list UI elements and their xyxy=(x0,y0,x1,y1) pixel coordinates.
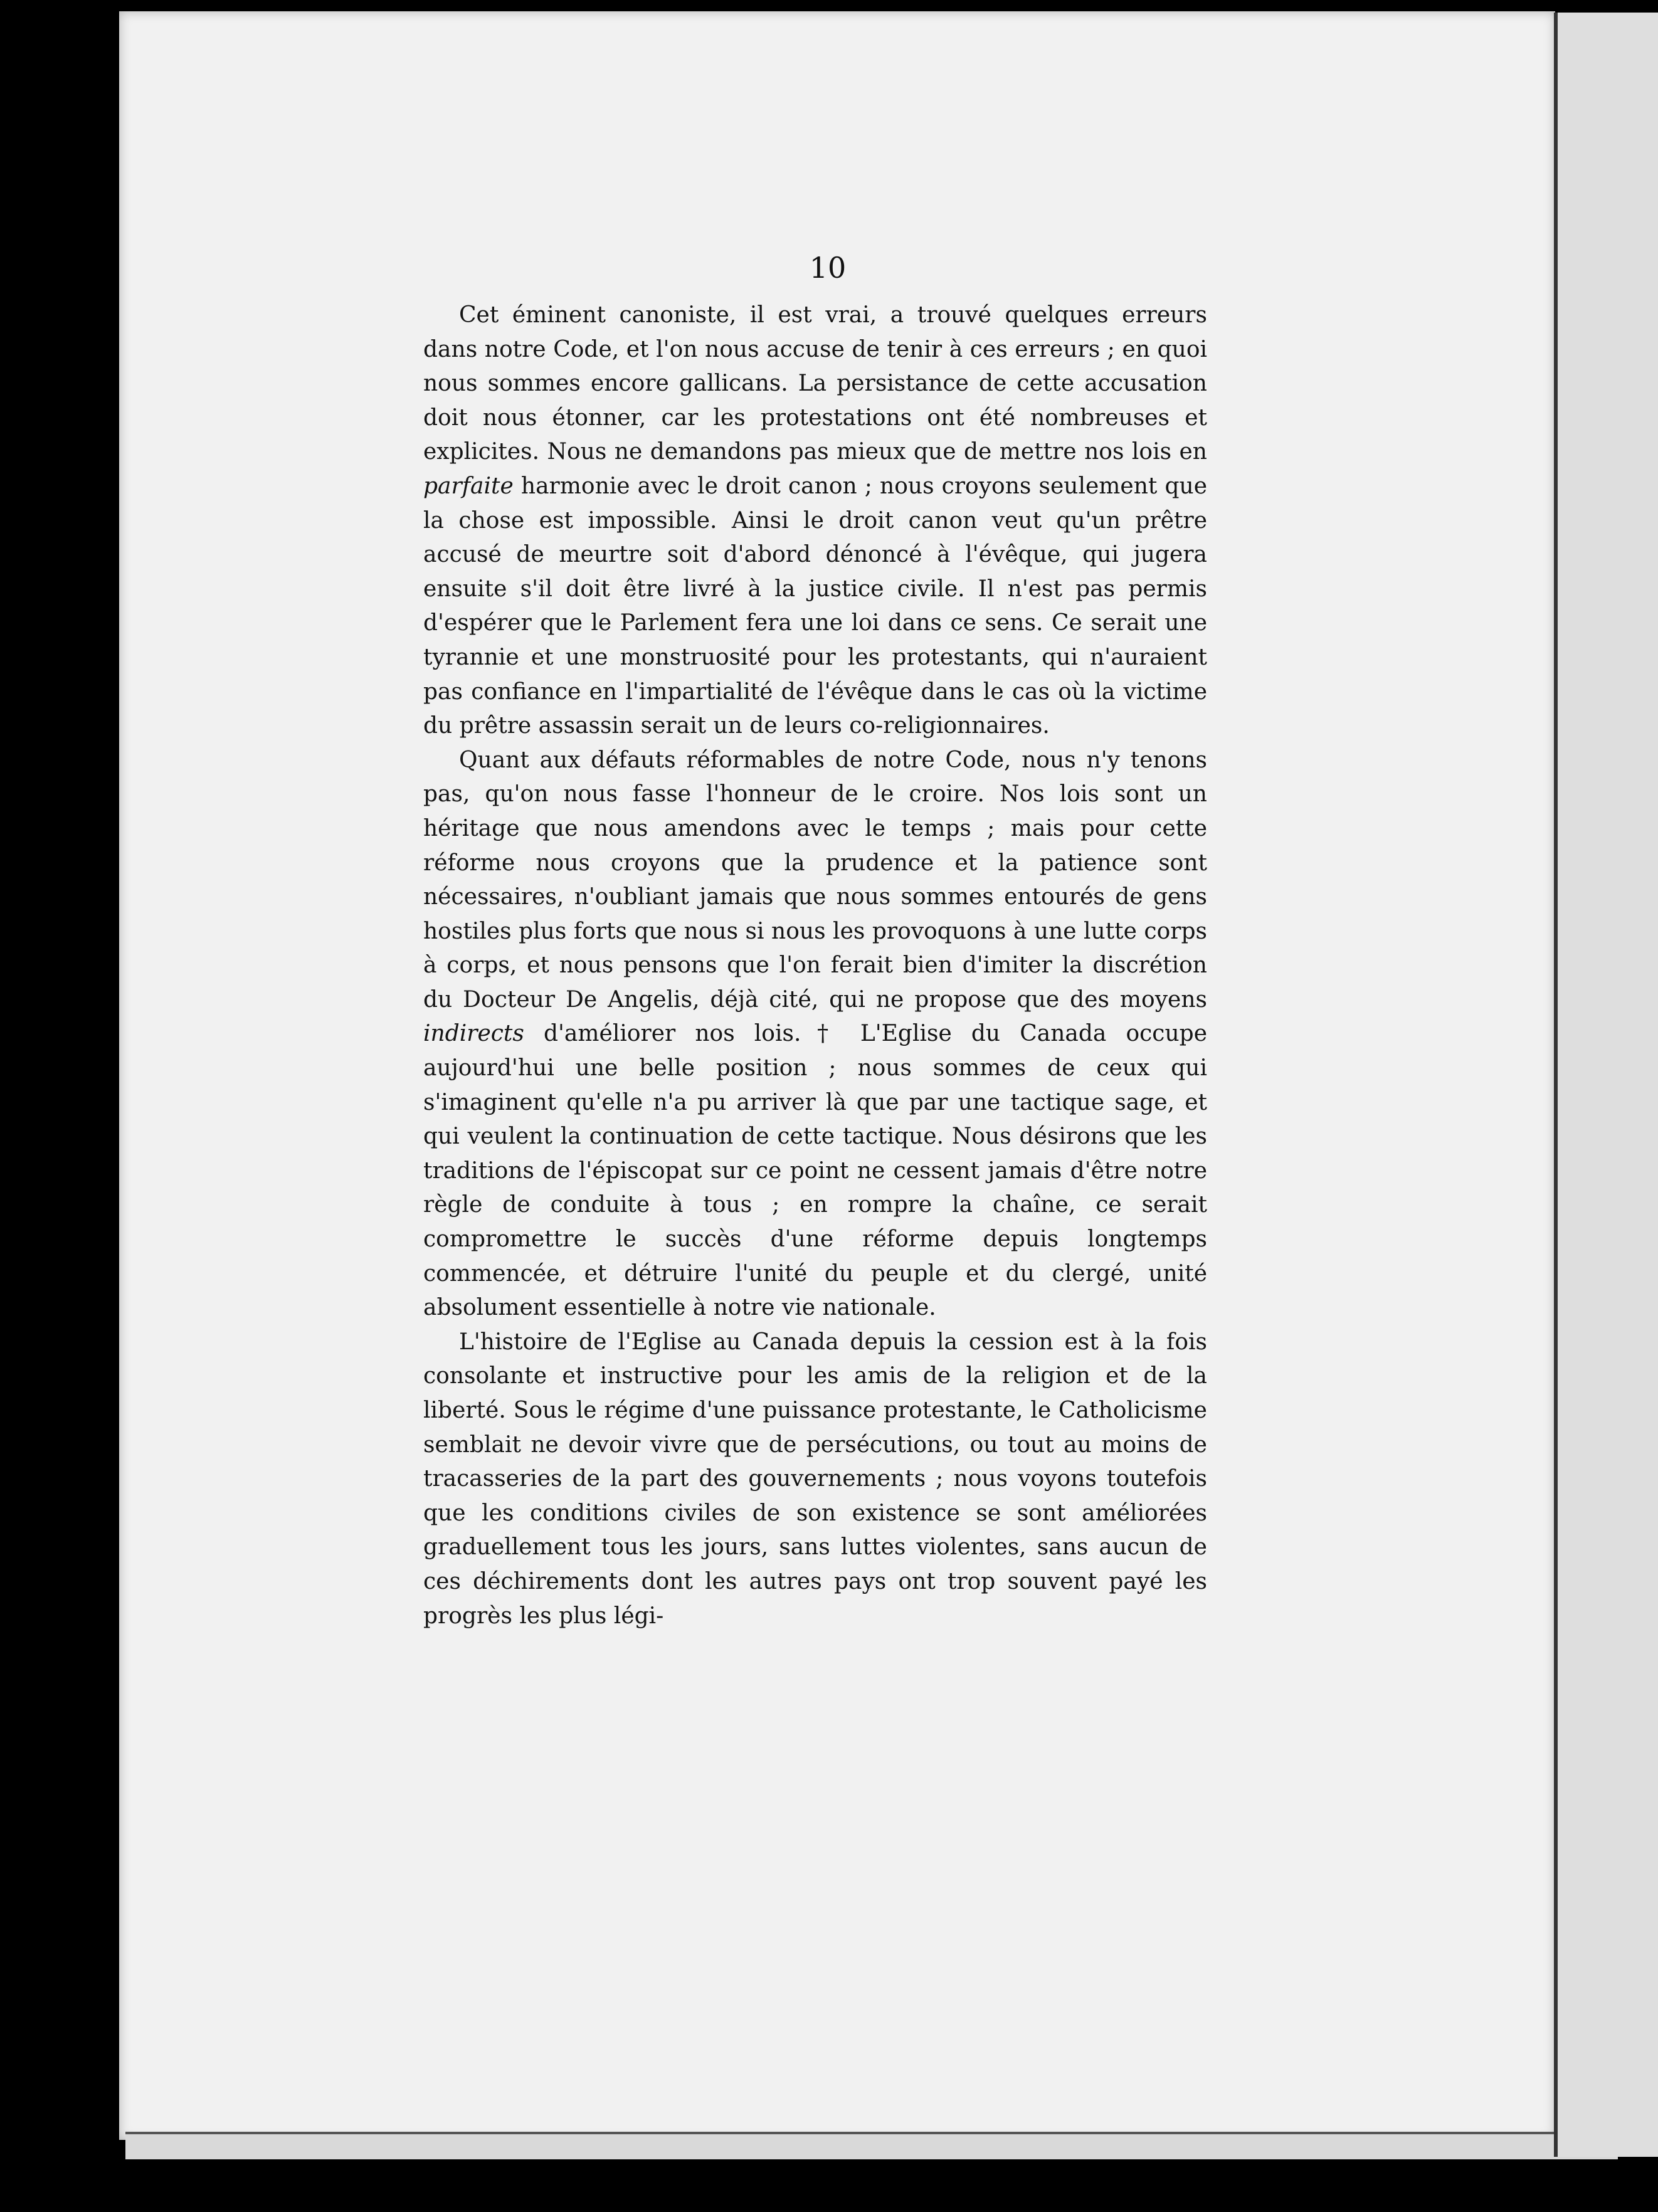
paragraph-3-text: L'histoire de l'Eglise au Canada depuis la cession est à la fois consolante et instructive pour les amis de la religion et de la liberté. Sous le régime d'une puissance protestante, le Catholicisme semblait ne devoir vivre que de persécutions, ou tout au moins de tracasseries de la part des gouvernements ; nous voyons toutefois que les conditions civiles de son existence se sont améliorées graduellement tous les jours, sans luttes violentes, sans aucun de ces déchirements dont les autres pays ont trop souvent payé les progrès les plus légi- xyxy=(423,1329,1207,1629)
paragraph-2 xyxy=(423,744,1207,1325)
paragraph-1-text-a: Cet éminent canoniste, il est vrai, a trouvé quelques erreurs dans notre Code, et l'on nous accuse de tenir à ces erreurs ; en quoi nous sommes encore gallicans. La persistance de cette accusation doit nous étonner, car les protestations ont été nombreuses et explicites. Nous ne demandons pas mieux que de mettre nos lois en xyxy=(423,302,1207,465)
paragraph-2-italic: indirects xyxy=(423,1021,524,1047)
page-bottom-edge xyxy=(125,2132,1618,2159)
paragraph-1-italic: parfaite xyxy=(423,473,514,499)
paragraph-2-text-b: d'améliorer nos lois. xyxy=(524,1021,801,1047)
paragraph-3 xyxy=(423,1325,1207,1633)
page-number: 10 xyxy=(809,251,847,285)
paragraph-2-text-c: L'Eglise du Canada occupe aujourd'hui une belle position ; nous sommes de ceux qui s'imaginent qu'elle n'a pu arriver là que par une tactique sage, et qui veulent la continuation de cette tactique. Nous désirons que les traditions de l'épiscopat sur ce point ne cessent jamais d'être notre règle de conduite à tous ; en rompre la chaîne, ce serait compromettre le succès d'une réforme depuis longtemps commencée, et détruire l'unité du peuple et du clergé, unité absolument essentielle à notre vie nationale. xyxy=(423,1021,1208,1321)
adjacent-page-edge xyxy=(1554,13,1658,2157)
paragraph-1-text-b: harmonie avec le droit canon ; nous croyons seulement que la chose est impossible. Ainsi le droit canon veut qu'un prêtre accusé de meurtre soit d'abord dénoncé à l'évêque, qui jugera ensuite s'il doit être livré à la justice civile. Il n'est pas permis d'espérer que le Parlement fera une loi dans ce sens. Ce serait une tyrannie et une monstruosité pour les protestants, qui n'auraient pas confiance en l'impartialité de l'évêque dans le cas où la victime du prêtre assassin serait un de leurs co-religionnaires. xyxy=(423,473,1207,739)
body-text xyxy=(423,298,1207,1633)
paragraph-2-text-a: Quant aux défauts réformables de notre Code, nous n'y tenons pas, qu'on nous fasse l'honneur de le croire. Nos lois sont un héritage que nous amendons avec le temps ; mais pour cette réforme nous croyons que la prudence et la patience sont nécessaires, n'oubliant jamais que nous sommes entourés de gens hostiles plus forts que nous si nous les provoquons à une lutte corps à corps, et nous pensons que l'on ferait bien d'imiter la discrétion du Docteur De Angelis, déjà cité, qui ne propose que des moyens xyxy=(423,747,1207,1013)
footnote-mark: † xyxy=(805,1021,841,1047)
paragraph-1 xyxy=(423,298,1207,744)
